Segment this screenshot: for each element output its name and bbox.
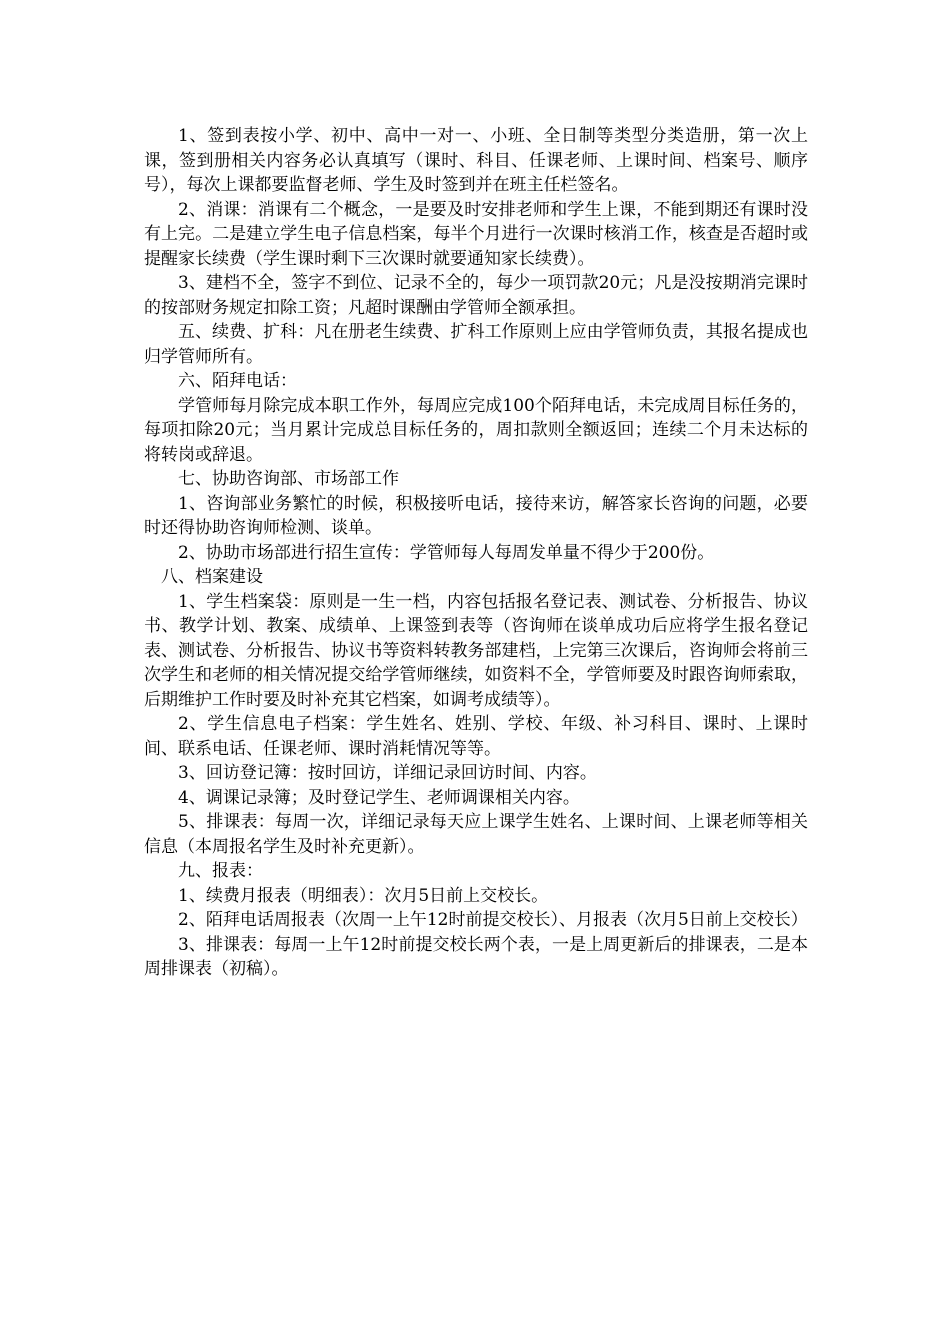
document-body xyxy=(144,124,808,982)
paragraph-class-consumption: 2、消课：消课有二个概念，一是要及时安排老师和学生上课，不能到期还有课时没有上完。二是建立学生电子信息档案，每半个月进行一次课时核消工作，核查是否超时或提醒家长续费（学生课时剩下三次课时就要通知家长续费）。 xyxy=(144,199,808,269)
paragraph-follow-up-register: 3、回访登记簿：按时回访，详细记录回访时间、内容。 xyxy=(178,763,597,783)
paragraph-cold-calls: 学管师每月除完成本职工作外，每周应完成100个陌拜电话，未完成周目标任务的，每项扣除20元；当月累计完成总目标任务的，周扣款则全额返回；连续二个月未达标的将转岗或辞退。 xyxy=(144,395,808,465)
paragraph-reschedule-register: 4、调课记录簿；及时登记学生、老师调课相关内容。 xyxy=(178,787,580,808)
paragraph-class-schedule: 5、排课表：每周一次，详细记录每天应上课学生姓名、上课时间、上课老师等相关信息（本周报名学生及时补充更新）。 xyxy=(144,812,808,857)
paragraph-assist-consulting: 1、咨询部业务繁忙的时候，积极接听电话，接待来访，解答家长咨询的问题，必要时还得协助咨询师检测、谈单。 xyxy=(144,493,808,538)
paragraph-sign-in-register: 1、签到表按小学、初中、高中一对一、小班、全日制等类型分类造册，第一次上课，签到册相关内容务必认真填写（课时、科目、任课老师、上课时间、档案号、顺序号），每次上课都要监督老师、学生及时签到并在班主任栏签名。 xyxy=(144,126,808,195)
section-heading-assist-departments: 七、协助咨询部、市场部工作 xyxy=(178,469,399,489)
paragraph-incomplete-filing-penalty: 3、建档不全，签字不到位、记录不全的，每少一项罚款20元；凡是没按期消完课时的按部财务规定扣除工资；凡超时课酬由学管师全额承担。 xyxy=(144,273,808,318)
paragraph-electronic-archive: 2、学生信息电子档案：学生姓名、姓别、学校、年级、补习科目、课时、上课时间、联系电话、任课老师、课时消耗情况等等。 xyxy=(144,714,808,759)
paragraph-schedule-report: 3、排课表：每周一上午12时前提交校长两个表，一是上周更新后的排课表，二是本周排课表（初稿）。 xyxy=(144,934,808,979)
section-heading-reports: 九、报表： xyxy=(178,861,263,881)
paragraph-renewal-monthly-report: 1、续费月报表（明细表）：次月5日前上交校长。 xyxy=(178,885,549,906)
section-heading-archives: 八、档案建设 xyxy=(161,567,263,587)
paragraph-assist-marketing: 2、协助市场部进行招生宣传：学管师每人每周发单量不得少于200份。 xyxy=(178,542,715,563)
section-heading-renewal: 五、续费、扩科：凡在册老生续费、扩科工作原则上应由学管师负责，其报名提成也归学管师所有。 xyxy=(144,322,808,367)
paragraph-cold-call-reports: 2、陌拜电话周报表（次周一上午12时前提交校长）、月报表（次月5日前上交校长） xyxy=(178,910,808,930)
section-heading-cold-calls: 六、陌拜电话： xyxy=(178,371,297,391)
paragraph-student-file-bag: 1、学生档案袋：原则是一生一档，内容包括报名登记表、测试卷、分析报告、协议书、教学计划、教案、成绩单、上课签到表等（咨询师在谈单成功后应将学生报名登记表、测试卷、分析报告、协议书等资料转教务部建档，上完第三次课后，咨询师会将前三次学生和老师的相关情况提交给学管师继续，如资料不全，学管师要及时跟咨询师索取，后期维护工作时要及时补充其它档案，如调考成绩等）。 xyxy=(144,591,808,710)
